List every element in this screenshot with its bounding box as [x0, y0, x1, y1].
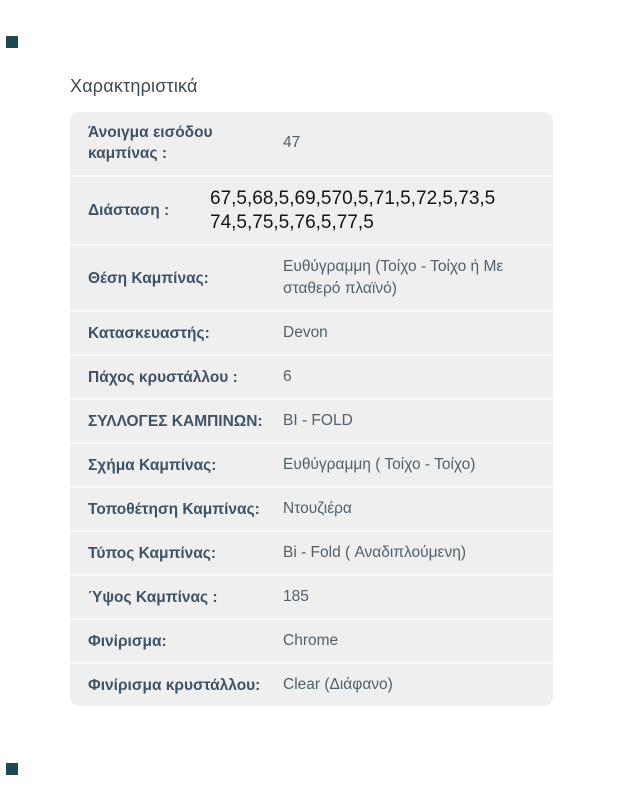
row-label: Διάσταση :	[88, 201, 170, 219]
table-row	[70, 618, 553, 662]
characteristics-section	[70, 76, 553, 706]
row-value: Ντουζιέρα	[283, 500, 352, 518]
row-value: Devon	[283, 324, 328, 342]
row-label: Κατασκευαστής:	[88, 324, 210, 342]
row-value: Clear (Διάφανο)	[283, 676, 393, 694]
table-row	[70, 310, 553, 354]
row-value: 185	[283, 588, 309, 606]
row-label: Πάχος κρυστάλλου :	[88, 368, 238, 386]
characteristics-table	[70, 112, 553, 706]
row-value: 6	[283, 368, 292, 386]
table-row	[70, 574, 553, 618]
corner-marker-bottom-icon	[6, 763, 18, 775]
row-value: 47	[283, 134, 301, 152]
row-label: ΣΥΛΛΟΓΕΣ ΚΑΜΠΙΝΩΝ:	[88, 412, 263, 430]
row-label: Τύπος Καμπίνας:	[88, 544, 217, 562]
row-label: Φινίρισμα:	[88, 632, 167, 650]
section-title: Χαρακτηριστικά	[70, 76, 198, 96]
table-row	[70, 486, 553, 530]
table-row	[70, 530, 553, 574]
row-label: Σχήμα Καμπίνας:	[88, 456, 217, 474]
table-row	[70, 112, 553, 175]
row-value: 67,5,68,5,69,570,5,71,5,72,5,73,5 74,5,75,5,76,5,77,5	[210, 187, 496, 233]
corner-marker-top-icon	[6, 36, 18, 48]
row-label: Φινίρισμα κρυστάλλου:	[88, 676, 261, 694]
table-row	[70, 662, 553, 706]
row-value: Chrome	[283, 632, 339, 650]
table-row	[70, 398, 553, 442]
table-row	[70, 354, 553, 398]
row-value: Ευθύγραμμη ( Τοίχο - Τοίχο)	[283, 456, 476, 474]
row-label: Ύψος Καμπίνας :	[88, 588, 218, 606]
row-label: Άνοιγμα εισόδου καμπίνας :	[88, 124, 213, 163]
row-value: Ευθύγραμμη (Τοίχο - Τοίχο ή Με σταθερό πλαϊνό)	[283, 258, 504, 298]
table-row	[70, 175, 553, 245]
row-value: BI - FOLD	[283, 412, 353, 430]
row-value: Bi - Fold ( Αναδιπλούμενη)	[283, 544, 467, 562]
table-row	[70, 244, 553, 310]
row-label: Θέση Καμπίνας:	[88, 269, 209, 287]
row-label: Τοποθέτηση Καμπίνας:	[88, 500, 260, 518]
table-row	[70, 442, 553, 486]
